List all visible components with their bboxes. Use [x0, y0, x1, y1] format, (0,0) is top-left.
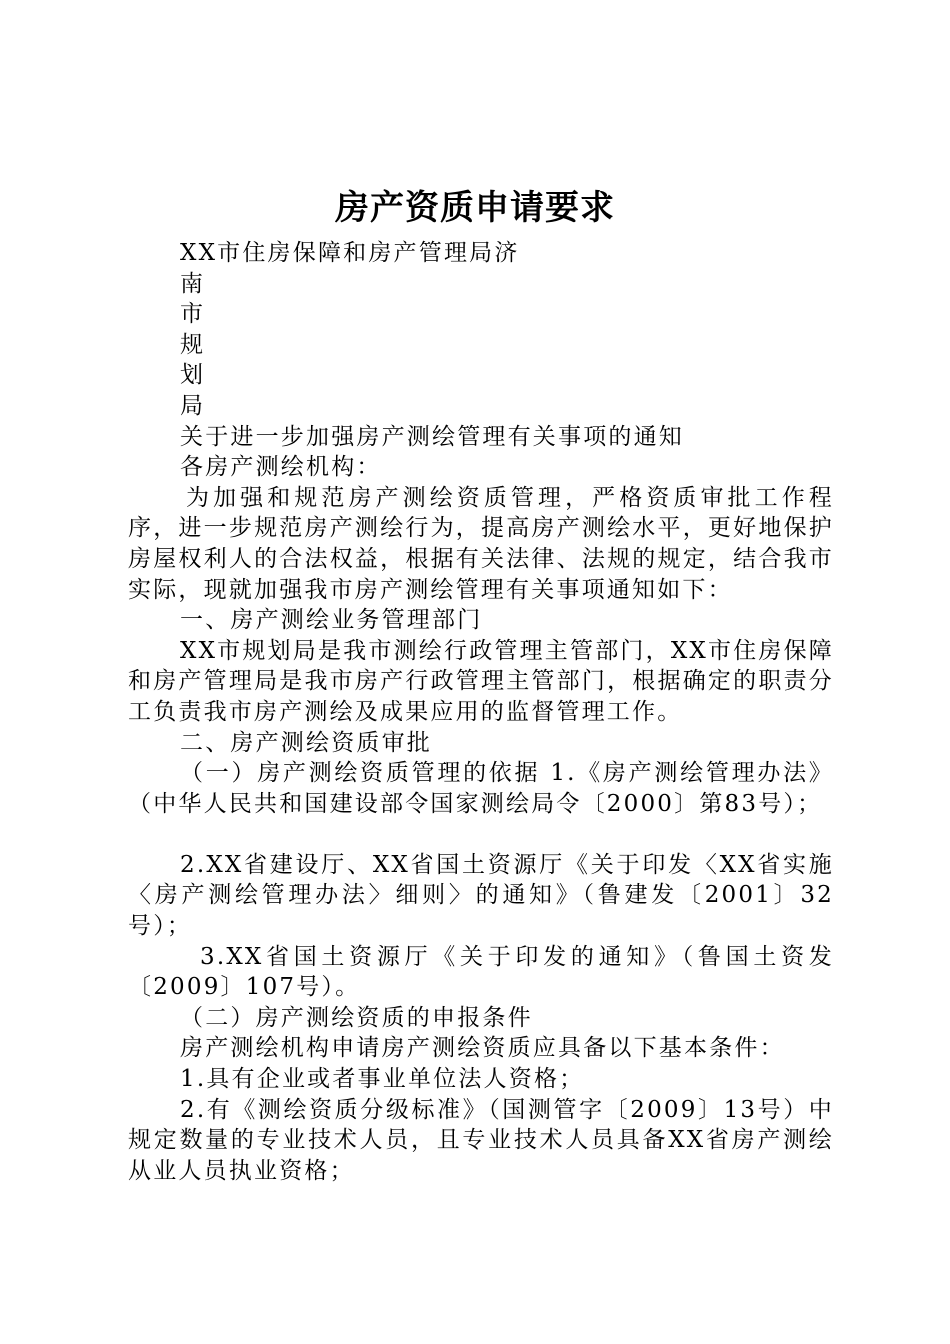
addressee: 各房产测绘机构：	[180, 454, 382, 481]
section1-body: XX市规划局是我市测绘行政管理主管部门，XX市住房保障和房产管理局是我市房产行政管理主管部门，根据确定的职责分工负责我市房产测绘及成果应用的监督管理工作。	[128, 637, 834, 725]
condition-1: 1.具有企业或者事业单位法人资格；	[180, 1066, 585, 1093]
issuer-vertical-char: 划	[180, 362, 206, 389]
issuer-vertical-char: 规	[180, 331, 206, 358]
subsection2-heading: （二）房产测绘资质的申报条件	[180, 1004, 533, 1031]
section2-heading: 二、房产测绘资质审批	[180, 729, 432, 756]
issuer-vertical-char: 市	[180, 301, 206, 328]
notice-title: 关于进一步加强房产测绘管理有关事项的通知	[180, 423, 684, 450]
basis-item-2: 2.XX省建设厅、XX省国土资源厅《关于印发〈XX省实施〈房产测绘管理办法〉细则〉的通知》（鲁建发〔2001〕32号）；	[128, 851, 834, 940]
document-title: 房产资质申请要求	[335, 188, 615, 228]
condition-2: 2.有《测绘资质分级标准》（国测管字〔2009〕13号）中规定数量的专业技术人员，且专业技术人员具备XX省房产测绘从业人员执业资格；	[128, 1096, 834, 1184]
issuer-vertical-char: 南	[180, 270, 206, 297]
blank-line	[128, 819, 834, 850]
document-body	[128, 238, 834, 1186]
issuer-vertical-char: 局	[180, 392, 206, 419]
basis-item-1: （一）房产测绘资质管理的依据 1.《房产测绘管理办法》（中华人民共和国建设部令国家测绘局令〔2000〕第83号）；	[128, 760, 834, 817]
section1-heading: 一、房产测绘业务管理部门	[180, 607, 483, 634]
issuer-vertical	[128, 269, 834, 422]
issuer-line: XX市住房保障和房产管理局济	[180, 240, 520, 266]
intro-paragraph: 为加强和规范房产测绘资质管理，严格资质审批工作程序，进一步规范房产测绘行为，提高房产测绘水平，更好地保护房屋权利人的合法权益，根据有关法律、法规的规定，结合我市实际，现就加强我市房产测绘管理有关事项通知如下：	[128, 484, 834, 603]
basis-item-3: 3.XX省国土资源厅《关于印发的通知》（鲁国土资发〔2009〕107号）。	[128, 943, 834, 1001]
conditions-intro: 房产测绘机构申请房产测绘资质应具备以下基本条件：	[180, 1035, 785, 1062]
